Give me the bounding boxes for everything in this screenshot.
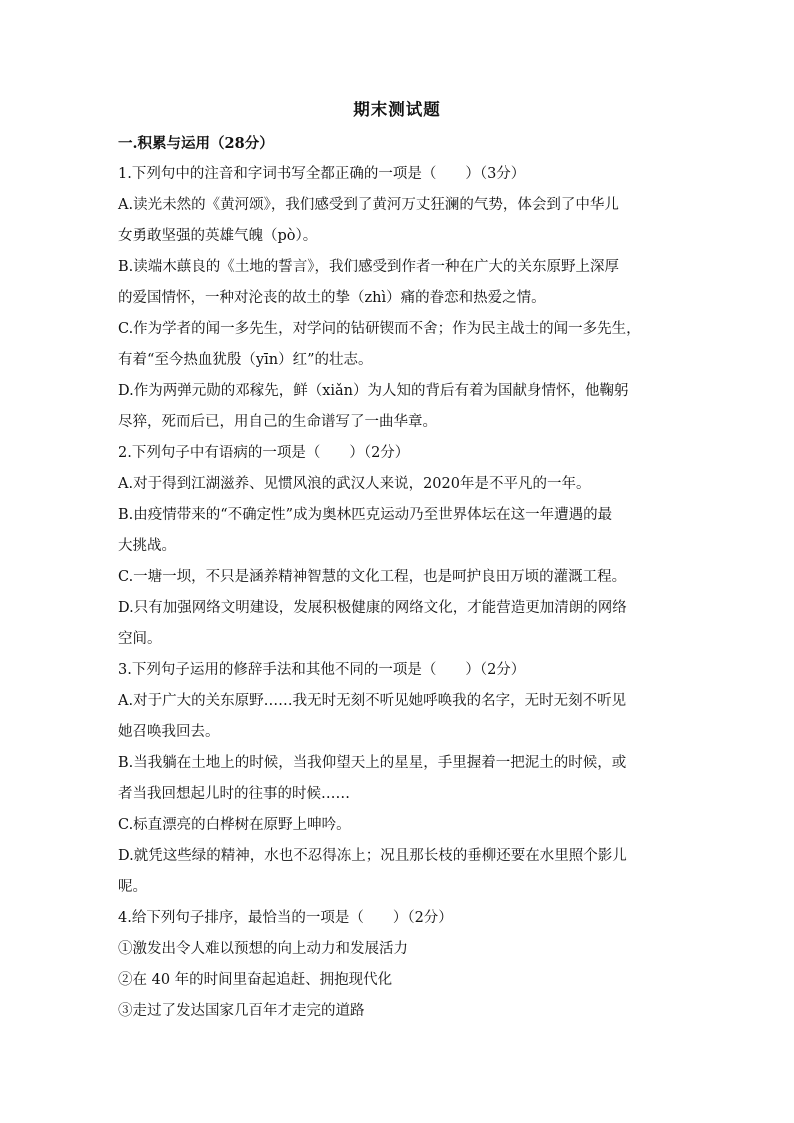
section-heading: 一.积累与运用（28分） <box>118 135 274 152</box>
question-1 <box>118 159 684 438</box>
option-d-line-1: D.就凭这些绿的精神，水也不忍得冻上；况且那长枝的垂柳还要在水里照个影儿 <box>118 848 627 864</box>
option-a-line-2: 女勇敢坚强的英雄气魄（pò）。 <box>118 228 318 244</box>
option-b-line-1: B.当我躺在土地上的时候，当我仰望天上的星星，手里握着一把泥土的时候，或 <box>118 755 627 771</box>
option-c-line-1: C.标直漂亮的白桦树在原野上呻吟。 <box>118 817 351 833</box>
option-b-line-2: 大挑战。 <box>118 538 176 554</box>
option-d-line-1: D.作为两弹元勋的邓稼先，鲜（xiǎn）为人知的背后有着为国献身情怀，他鞠躬 <box>118 383 629 399</box>
option-b-line-1: B.由疫情带来的“不确定性”成为奥林匹克运动乃至世界体坛在这一年遭遇的最 <box>118 507 613 523</box>
option-c-line-1: C.一塘一坝，不只是涵养精神智慧的文化工程，也是呵护良田万顷的灌溉工程。 <box>118 569 627 585</box>
sentence-2: ②在 40 年的时间里奋起追赶、拥抱现代化 <box>118 972 393 988</box>
exam-content <box>118 128 684 1027</box>
question-stem: 2.下列句子中有语病的一项是（ ）（2分） <box>118 445 410 461</box>
option-a-line-1: A.对于得到江湖滋养、见惯风浪的武汉人来说，2020年是不平凡的一年。 <box>118 476 591 492</box>
question-stem: 4.给下列句子排序，最恰当的一项是（ ）（2分） <box>118 910 453 926</box>
question-stem: 1.下列句中的注音和字词书写全都正确的一项是（ ）（3分） <box>118 166 526 182</box>
question-stem: 3.下列句子运用的修辞手法和其他不同的一项是（ ）（2分） <box>118 662 526 678</box>
sentence-3: ③走过了发达国家几百年才走完的道路 <box>118 1003 365 1019</box>
option-c-line-2: 有着“至今热血犹殷（yīn）红”的壮志。 <box>118 352 373 368</box>
question-3 <box>118 655 684 903</box>
option-a-line-1: A.读光未然的《黄河颂》，我们感受到了黄河万丈狂澜的气势，体会到了中华儿 <box>118 197 619 213</box>
option-b-line-1: B.读端木蕻良的《土地的誓言》，我们感受到作者一种在广大的关东原野上深厚 <box>118 259 620 275</box>
option-d-line-2: 尽猝，死而后已，用自己的生命谱写了一曲华章。 <box>118 414 437 430</box>
option-b-line-2: 的爱国情怀，一种对沦丧的故土的挚（zhì）痛的眷恋和热爱之情。 <box>118 290 546 306</box>
question-4 <box>118 903 684 1027</box>
option-d-line-2: 空间。 <box>118 631 162 647</box>
option-c-line-1: C.作为学者的闻一多先生，对学问的钻研锲而不舍；作为民主战士的闻一多先生， <box>118 321 641 337</box>
option-b-line-2: 者当我回想起儿时的往事的时候…… <box>118 786 350 802</box>
option-a-line-2: 她召唤我回去。 <box>118 724 220 740</box>
option-d-line-1: D.只有加强网络文明建设，发展积极健康的网络文化，才能营造更加清朗的网络 <box>118 600 627 616</box>
option-a-line-1: A.对于广大的关东原野……我无时无刻不听见她呼唤我的名字，无时无刻不听见 <box>118 693 627 709</box>
question-2 <box>118 438 684 655</box>
page-title: 期末测试题 <box>353 100 441 119</box>
option-d-line-2: 呢。 <box>118 879 147 895</box>
sentence-1: ①激发出令人难以预想的向上动力和发展活力 <box>118 941 408 957</box>
